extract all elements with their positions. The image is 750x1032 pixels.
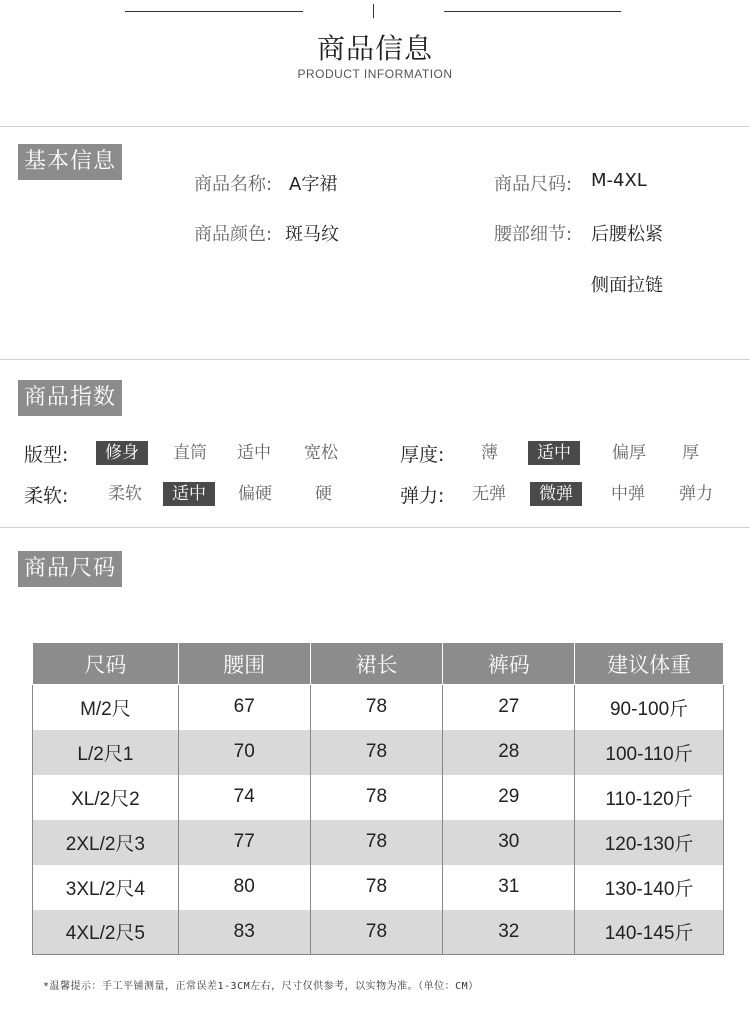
table-cell: L/2尺1 xyxy=(33,730,179,775)
table-row xyxy=(33,775,724,820)
table-cell: M/2尺 xyxy=(33,685,179,730)
table-cell: 29 xyxy=(443,775,575,820)
softness-option: 硬 xyxy=(315,484,332,504)
waist-detail-value-2: 侧面拉链 xyxy=(591,275,663,296)
table-cell: 78 xyxy=(310,820,443,865)
table-cell: 3XL/2尺4 xyxy=(33,865,179,910)
product-size-value: M-4XL xyxy=(591,170,647,191)
product-name-key: 商品名称: xyxy=(194,174,273,195)
table-row xyxy=(33,730,724,775)
table-cell: 2XL/2尺3 xyxy=(33,820,179,865)
thickness-option: 薄 xyxy=(481,443,498,463)
table-cell: 28 xyxy=(443,730,575,775)
footnote: *温馨提示：手工平铺测量，正常误差1-3CM左右，尺寸仅供参考，以实物为准。（单位：CM） xyxy=(43,981,479,992)
size-table xyxy=(32,642,724,955)
fit-option: 适中 xyxy=(237,443,271,463)
softness-option: 适中 xyxy=(163,482,215,506)
thickness-option: 适中 xyxy=(528,441,580,465)
header-pant-size: 裤码 xyxy=(443,643,575,685)
elasticity-key: 弹力: xyxy=(400,485,445,507)
divider xyxy=(0,359,750,360)
table-cell: 120-130斤 xyxy=(575,820,724,865)
table-cell: 100-110斤 xyxy=(575,730,724,775)
table-cell: 78 xyxy=(310,730,443,775)
fit-option: 修身 xyxy=(96,441,148,465)
table-cell: XL/2尺2 xyxy=(33,775,179,820)
header-tick xyxy=(373,4,374,18)
elasticity-option: 中弹 xyxy=(611,484,645,504)
table-cell: 4XL/2尺5 xyxy=(33,910,179,955)
table-cell: 90-100斤 xyxy=(575,685,724,730)
product-size-key: 商品尺码: xyxy=(494,174,573,195)
header-size: 尺码 xyxy=(33,643,179,685)
page-subtitle: PRODUCT INFORMATION xyxy=(297,67,453,81)
elasticity-option: 弹力 xyxy=(679,484,713,504)
table-cell: 140-145斤 xyxy=(575,910,724,955)
table-cell: 77 xyxy=(178,820,310,865)
divider xyxy=(0,126,750,127)
table-cell: 78 xyxy=(310,685,443,730)
table-cell: 74 xyxy=(178,775,310,820)
header-line-right xyxy=(444,11,621,12)
table-row xyxy=(33,865,724,910)
fit-option: 宽松 xyxy=(304,443,338,463)
table-cell: 30 xyxy=(443,820,575,865)
section-label-basic-info: 基本信息 xyxy=(18,144,122,180)
table-header-row xyxy=(33,643,724,685)
page-title: 商品信息 xyxy=(316,32,433,65)
table-cell: 70 xyxy=(178,730,310,775)
table-row xyxy=(33,910,724,955)
table-cell: 32 xyxy=(443,910,575,955)
table-row xyxy=(33,685,724,730)
elasticity-option: 微弹 xyxy=(530,482,582,506)
divider xyxy=(0,527,750,528)
softness-option: 偏硬 xyxy=(238,484,272,504)
waist-detail-value-1: 后腰松紧 xyxy=(591,224,663,245)
section-label-size-chart: 商品尺码 xyxy=(18,551,122,587)
header-skirt-length: 裙长 xyxy=(310,643,443,685)
waist-detail-key: 腰部细节: xyxy=(494,224,573,245)
table-cell: 130-140斤 xyxy=(575,865,724,910)
table-cell: 110-120斤 xyxy=(575,775,724,820)
product-name-value: A字裙 xyxy=(289,174,338,195)
table-cell: 31 xyxy=(443,865,575,910)
softness-option: 柔软 xyxy=(108,484,142,504)
product-color-value: 斑马纹 xyxy=(285,224,339,245)
table-cell: 78 xyxy=(310,865,443,910)
thickness-option: 厚 xyxy=(682,443,699,463)
product-color-key: 商品颜色: xyxy=(194,224,273,245)
thickness-option: 偏厚 xyxy=(612,443,646,463)
header-waist: 腰围 xyxy=(178,643,310,685)
table-row xyxy=(33,820,724,865)
fit-option: 直筒 xyxy=(173,443,207,463)
section-label-index: 商品指数 xyxy=(18,380,122,416)
table-cell: 67 xyxy=(178,685,310,730)
table-cell: 78 xyxy=(310,910,443,955)
table-cell: 80 xyxy=(178,865,310,910)
header-line-left xyxy=(125,11,303,12)
elasticity-option: 无弹 xyxy=(472,484,506,504)
fit-key: 版型: xyxy=(24,444,69,466)
thickness-key: 厚度: xyxy=(400,444,445,466)
table-cell: 78 xyxy=(310,775,443,820)
softness-key: 柔软: xyxy=(24,485,69,507)
header-weight: 建议体重 xyxy=(575,643,724,685)
table-cell: 83 xyxy=(178,910,310,955)
table-cell: 27 xyxy=(443,685,575,730)
